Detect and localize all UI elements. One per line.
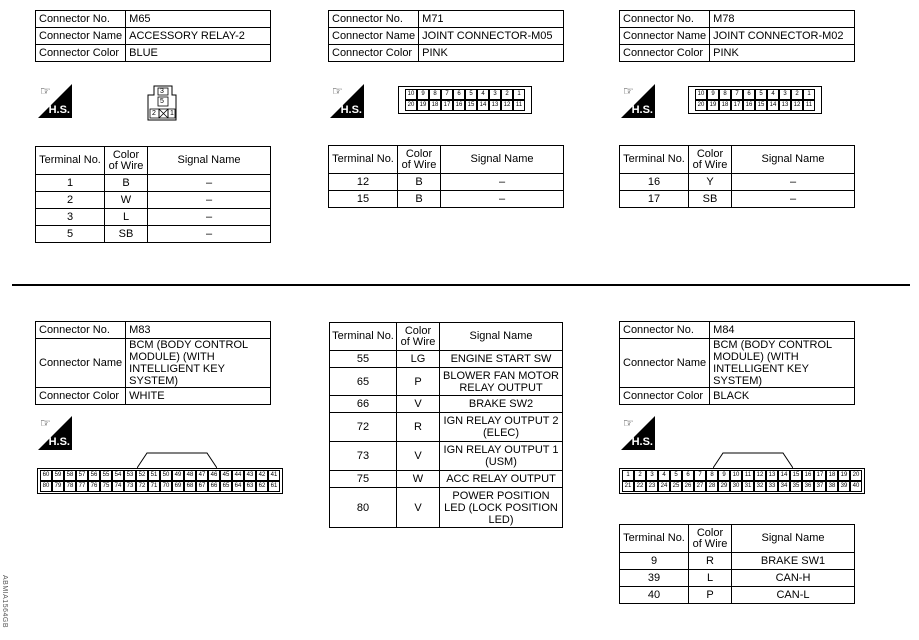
pin-cell: 8 <box>719 89 731 100</box>
pin-cell: 14 <box>477 100 489 111</box>
terminal-cell: 75 <box>330 471 397 488</box>
table-row <box>620 553 855 570</box>
hand-icon: ☞ <box>623 416 634 430</box>
pin-cell: 5 <box>670 470 682 481</box>
hs-label: H.S. <box>631 104 653 116</box>
label-connector-name: Connector Name <box>36 339 126 388</box>
signal-cell: ENGINE START SW <box>440 351 563 368</box>
pin-cell: 40 <box>850 481 862 492</box>
connector-face-m65-outline <box>144 85 184 121</box>
pin-row-top <box>695 89 815 100</box>
connector-info-m65 <box>35 10 271 62</box>
pin-cell: 76 <box>88 481 100 492</box>
pin-cell: 75 <box>100 481 112 492</box>
terminal-cell: 55 <box>330 351 397 368</box>
pin-cell: 4 <box>767 89 779 100</box>
pin-cell: 23 <box>646 481 658 492</box>
connector-face-m71 <box>398 86 532 114</box>
pin-cell: 18 <box>429 100 441 111</box>
pin-cell: 54 <box>112 470 124 481</box>
pin-cell: 35 <box>790 481 802 492</box>
pin-cell: 44 <box>232 470 244 481</box>
pin-cell: 7 <box>441 89 453 100</box>
pin-cell: 27 <box>694 481 706 492</box>
color-cell: B <box>398 174 441 191</box>
pin-cell: 19 <box>707 100 719 111</box>
harness-side-icon <box>38 84 72 118</box>
color-cell: V <box>397 488 440 528</box>
table-row <box>330 442 563 471</box>
pin-row-top <box>622 470 862 481</box>
connector-color-value: BLUE <box>126 45 271 62</box>
hand-icon: ☞ <box>40 416 51 430</box>
header-terminal-no: Terminal No. <box>620 146 689 174</box>
pin-row-top <box>405 89 525 100</box>
terminal-cell: 5 <box>36 226 105 243</box>
pin-cell: 4 <box>658 470 670 481</box>
terminal-table-m71 <box>328 145 564 208</box>
pin-cell: 12 <box>754 470 766 481</box>
terminal-cell: 17 <box>620 191 689 208</box>
connector-info-m83 <box>35 321 271 405</box>
terminal-table-m65 <box>35 146 271 243</box>
pin-cell: 58 <box>64 470 76 481</box>
pin-cell: 15 <box>755 100 767 111</box>
label-connector-no: Connector No. <box>36 11 126 28</box>
color-cell: V <box>397 396 440 413</box>
pin-cell: 77 <box>76 481 88 492</box>
pin-cell: 10 <box>730 470 742 481</box>
connector-no-value: M84 <box>710 322 855 339</box>
pin-cell: 9 <box>718 470 730 481</box>
connector-no-value: M83 <box>126 322 271 339</box>
terminal-cell: 2 <box>36 192 105 209</box>
header-terminal-no: Terminal No. <box>330 323 397 351</box>
pin-cell: 14 <box>767 100 779 111</box>
terminal-cell: 1 <box>36 175 105 192</box>
label-connector-name: Connector Name <box>620 339 710 388</box>
pin-cell: 51 <box>148 470 160 481</box>
signal-cell: BRAKE SW1 <box>732 553 855 570</box>
pin-cell: 24 <box>658 481 670 492</box>
color-cell: L <box>689 570 732 587</box>
pin-cell: 39 <box>838 481 850 492</box>
pin-cell: 68 <box>184 481 196 492</box>
signal-cell: – <box>441 191 564 208</box>
pin-row-top <box>40 470 280 481</box>
pin-label: 2 <box>152 110 156 117</box>
label-connector-no: Connector No. <box>36 322 126 339</box>
section-divider <box>12 284 910 286</box>
figure-code: ABMIA1564GB <box>0 575 8 628</box>
pin-cell: 38 <box>826 481 838 492</box>
signal-cell: – <box>732 191 855 208</box>
label-connector-no: Connector No. <box>620 322 710 339</box>
pin-cell: 3 <box>646 470 658 481</box>
table-row <box>330 351 563 368</box>
signal-cell: IGN RELAY OUTPUT 1 (USM) <box>440 442 563 471</box>
pin-cell: 66 <box>208 481 220 492</box>
connector-name-value: JOINT CONNECTOR-M02 <box>710 28 855 45</box>
pin-label: 5 <box>160 98 164 105</box>
signal-cell: – <box>148 226 271 243</box>
color-cell: R <box>689 553 732 570</box>
pin-cell: 49 <box>172 470 184 481</box>
pin-cell: 41 <box>268 470 280 481</box>
pin-cell: 13 <box>779 100 791 111</box>
pin-cell: 30 <box>730 481 742 492</box>
terminal-cell: 15 <box>329 191 398 208</box>
terminal-table-m78 <box>619 145 855 208</box>
pin-cell: 17 <box>441 100 453 111</box>
label-connector-color: Connector Color <box>36 45 126 62</box>
signal-cell: – <box>148 192 271 209</box>
table-row <box>36 209 271 226</box>
pin-row-bottom <box>695 100 815 111</box>
pin-cell: 17 <box>731 100 743 111</box>
color-cell: B <box>398 191 441 208</box>
pin-cell: 52 <box>136 470 148 481</box>
table-row <box>620 587 855 604</box>
pin-cell: 56 <box>88 470 100 481</box>
color-cell: W <box>105 192 148 209</box>
pin-cell: 67 <box>196 481 208 492</box>
color-cell: W <box>397 471 440 488</box>
pin-cell: 6 <box>453 89 465 100</box>
pin-cell: 45 <box>220 470 232 481</box>
terminal-cell: 80 <box>330 488 397 528</box>
pin-cell: 2 <box>791 89 803 100</box>
signal-cell: IGN RELAY OUTPUT 2 (ELEC) <box>440 413 563 442</box>
pin-cell: 72 <box>136 481 148 492</box>
pin-cell: 6 <box>743 89 755 100</box>
pin-cell: 57 <box>76 470 88 481</box>
pin-cell: 22 <box>634 481 646 492</box>
table-row <box>620 191 855 208</box>
harness-side-icon <box>621 416 655 450</box>
pin-cell: 74 <box>112 481 124 492</box>
pin-cell: 43 <box>244 470 256 481</box>
header-color-of-wire: Color of Wire <box>689 525 732 553</box>
terminal-cell: 40 <box>620 587 689 604</box>
connector-color-value: PINK <box>419 45 564 62</box>
pin-cell: 47 <box>196 470 208 481</box>
hs-label: H.S. <box>631 436 653 448</box>
color-cell: L <box>105 209 148 226</box>
label-connector-name: Connector Name <box>36 28 126 45</box>
pin-cell: 71 <box>148 481 160 492</box>
label-connector-color: Connector Color <box>36 388 126 405</box>
header-color-of-wire: Color of Wire <box>105 147 148 175</box>
header-signal-name: Signal Name <box>732 146 855 174</box>
pin-cell: 46 <box>208 470 220 481</box>
color-cell: P <box>689 587 732 604</box>
color-cell: P <box>397 368 440 396</box>
connector-color-value: PINK <box>710 45 855 62</box>
signal-cell: – <box>148 175 271 192</box>
pin-cell: 2 <box>501 89 513 100</box>
connector-latch <box>713 451 793 469</box>
label-connector-name: Connector Name <box>329 28 419 45</box>
pin-cell: 59 <box>52 470 64 481</box>
label-connector-name: Connector Name <box>620 28 710 45</box>
connector-info-m71 <box>328 10 564 62</box>
color-cell: SB <box>689 191 732 208</box>
pin-cell: 21 <box>622 481 634 492</box>
table-row <box>330 413 563 442</box>
pin-cell: 9 <box>417 89 429 100</box>
label-connector-color: Connector Color <box>620 45 710 62</box>
label-connector-color: Connector Color <box>329 45 419 62</box>
pin-cell: 12 <box>791 100 803 111</box>
connector-name-value: ACCESSORY RELAY-2 <box>126 28 271 45</box>
terminal-cell: 39 <box>620 570 689 587</box>
pin-cell: 1 <box>622 470 634 481</box>
connector-no-value: M78 <box>710 11 855 28</box>
hs-label: H.S. <box>48 436 70 448</box>
pin-cell: 3 <box>779 89 791 100</box>
label-connector-no: Connector No. <box>620 11 710 28</box>
terminal-table-m83 <box>329 322 563 528</box>
label-connector-color: Connector Color <box>620 388 710 405</box>
pin-cell: 18 <box>826 470 838 481</box>
pin-cell: 34 <box>778 481 790 492</box>
connector-no-value: M65 <box>126 11 271 28</box>
pin-cell: 25 <box>670 481 682 492</box>
pin-cell: 15 <box>790 470 802 481</box>
hand-icon: ☞ <box>40 84 51 98</box>
header-signal-name: Signal Name <box>441 146 564 174</box>
pin-cell: 60 <box>40 470 52 481</box>
signal-cell: BRAKE SW2 <box>440 396 563 413</box>
connector-color-value: WHITE <box>126 388 271 405</box>
header-color-of-wire: Color of Wire <box>397 323 440 351</box>
color-cell: Y <box>689 174 732 191</box>
header-signal-name: Signal Name <box>732 525 855 553</box>
pin-cell: 33 <box>766 481 778 492</box>
pin-cell: 11 <box>803 100 815 111</box>
header-color-of-wire: Color of Wire <box>689 146 732 174</box>
header-terminal-no: Terminal No. <box>329 146 398 174</box>
pin-cell: 8 <box>706 470 718 481</box>
pin-cell: 62 <box>256 481 268 492</box>
signal-cell: ACC RELAY OUTPUT <box>440 471 563 488</box>
terminal-cell: 3 <box>36 209 105 226</box>
signal-cell: POWER POSITION LED (LOCK POSITION LED) <box>440 488 563 528</box>
color-cell: SB <box>105 226 148 243</box>
pin-cell: 16 <box>743 100 755 111</box>
pin-cell: 19 <box>838 470 850 481</box>
hs-label: H.S. <box>48 104 70 116</box>
connector-latch <box>137 451 217 469</box>
pin-cell: 8 <box>429 89 441 100</box>
pin-cell: 79 <box>52 481 64 492</box>
table-row <box>620 570 855 587</box>
terminal-table-m84 <box>619 524 855 604</box>
pin-cell: 50 <box>160 470 172 481</box>
terminal-cell: 66 <box>330 396 397 413</box>
pin-cell: 13 <box>489 100 501 111</box>
pin-label: 3 <box>160 88 164 95</box>
table-row <box>330 368 563 396</box>
pin-cell: 36 <box>802 481 814 492</box>
pin-cell: 31 <box>742 481 754 492</box>
connector-face-m65 <box>144 85 184 121</box>
harness-side-icon <box>38 416 72 450</box>
hs-label: H.S. <box>340 104 362 116</box>
table-row <box>36 175 271 192</box>
table-row <box>329 191 564 208</box>
pin-cell: 7 <box>694 470 706 481</box>
color-cell: V <box>397 442 440 471</box>
pin-cell: 15 <box>465 100 477 111</box>
connector-info-m84 <box>619 321 855 405</box>
connector-face-m78 <box>688 86 822 114</box>
pin-cell: 73 <box>124 481 136 492</box>
pin-cell: 32 <box>754 481 766 492</box>
pin-cell: 1 <box>803 89 815 100</box>
table-row <box>620 174 855 191</box>
terminal-cell: 9 <box>620 553 689 570</box>
signal-cell: CAN-H <box>732 570 855 587</box>
pin-cell: 69 <box>172 481 184 492</box>
table-row <box>330 396 563 413</box>
header-signal-name: Signal Name <box>440 323 563 351</box>
pin-cell: 80 <box>40 481 52 492</box>
pin-label: 1 <box>170 110 174 117</box>
table-row <box>329 174 564 191</box>
pin-cell: 78 <box>64 481 76 492</box>
pin-cell: 55 <box>100 470 112 481</box>
pin-cell: 17 <box>814 470 826 481</box>
terminal-cell: 73 <box>330 442 397 471</box>
connector-info-m78 <box>619 10 855 62</box>
header-signal-name: Signal Name <box>148 147 271 175</box>
header-terminal-no: Terminal No. <box>36 147 105 175</box>
pin-cell: 6 <box>682 470 694 481</box>
pin-cell: 18 <box>719 100 731 111</box>
pin-cell: 37 <box>814 481 826 492</box>
table-row <box>330 471 563 488</box>
table-row <box>330 488 563 528</box>
pin-row-bottom <box>622 481 862 492</box>
pin-cell: 4 <box>477 89 489 100</box>
pin-row-bottom <box>40 481 280 492</box>
pin-cell: 29 <box>718 481 730 492</box>
color-cell: R <box>397 413 440 442</box>
label-connector-no: Connector No. <box>329 11 419 28</box>
harness-side-icon <box>621 84 655 118</box>
color-cell: LG <box>397 351 440 368</box>
pin-cell: 12 <box>501 100 513 111</box>
pin-cell: 7 <box>731 89 743 100</box>
pin-cell: 10 <box>405 89 417 100</box>
signal-cell: – <box>441 174 564 191</box>
pin-cell: 61 <box>268 481 280 492</box>
pin-cell: 2 <box>634 470 646 481</box>
pin-cell: 20 <box>695 100 707 111</box>
connector-name-value: BCM (BODY CONTROL MODULE) (WITH INTELLIGENT KEY SYSTEM) <box>126 339 271 388</box>
signal-cell: BLOWER FAN MOTOR RELAY OUTPUT <box>440 368 563 396</box>
pin-cell: 16 <box>453 100 465 111</box>
pin-cell: 20 <box>405 100 417 111</box>
hand-icon: ☞ <box>332 84 343 98</box>
hand-icon: ☞ <box>623 84 634 98</box>
pin-row-bottom <box>405 100 525 111</box>
signal-cell: – <box>732 174 855 191</box>
pin-cell: 64 <box>232 481 244 492</box>
pin-cell: 11 <box>513 100 525 111</box>
terminal-cell: 16 <box>620 174 689 191</box>
pin-cell: 16 <box>802 470 814 481</box>
table-row <box>36 226 271 243</box>
pin-cell: 28 <box>706 481 718 492</box>
header-terminal-no: Terminal No. <box>620 525 689 553</box>
harness-side-icon <box>330 84 364 118</box>
connector-name-value: BCM (BODY CONTROL MODULE) (WITH INTELLIGENT KEY SYSTEM) <box>710 339 855 388</box>
pin-cell: 11 <box>742 470 754 481</box>
pin-cell: 13 <box>766 470 778 481</box>
pin-cell: 42 <box>256 470 268 481</box>
pin-cell: 70 <box>160 481 172 492</box>
pin-cell: 10 <box>695 89 707 100</box>
pin-cell: 5 <box>755 89 767 100</box>
terminal-cell: 12 <box>329 174 398 191</box>
pin-cell: 20 <box>850 470 862 481</box>
connector-name-value: JOINT CONNECTOR-M05 <box>419 28 564 45</box>
pin-cell: 14 <box>778 470 790 481</box>
signal-cell: CAN-L <box>732 587 855 604</box>
pin-cell: 26 <box>682 481 694 492</box>
pin-cell: 9 <box>707 89 719 100</box>
pin-cell: 5 <box>465 89 477 100</box>
pin-cell: 48 <box>184 470 196 481</box>
table-row <box>36 192 271 209</box>
pin-cell: 3 <box>489 89 501 100</box>
terminal-cell: 72 <box>330 413 397 442</box>
pin-cell: 1 <box>513 89 525 100</box>
header-color-of-wire: Color of Wire <box>398 146 441 174</box>
color-cell: B <box>105 175 148 192</box>
connector-no-value: M71 <box>419 11 564 28</box>
pin-cell: 63 <box>244 481 256 492</box>
pin-cell: 53 <box>124 470 136 481</box>
pin-cell: 19 <box>417 100 429 111</box>
pin-cell: 65 <box>220 481 232 492</box>
terminal-cell: 65 <box>330 368 397 396</box>
signal-cell: – <box>148 209 271 226</box>
connector-color-value: BLACK <box>710 388 855 405</box>
